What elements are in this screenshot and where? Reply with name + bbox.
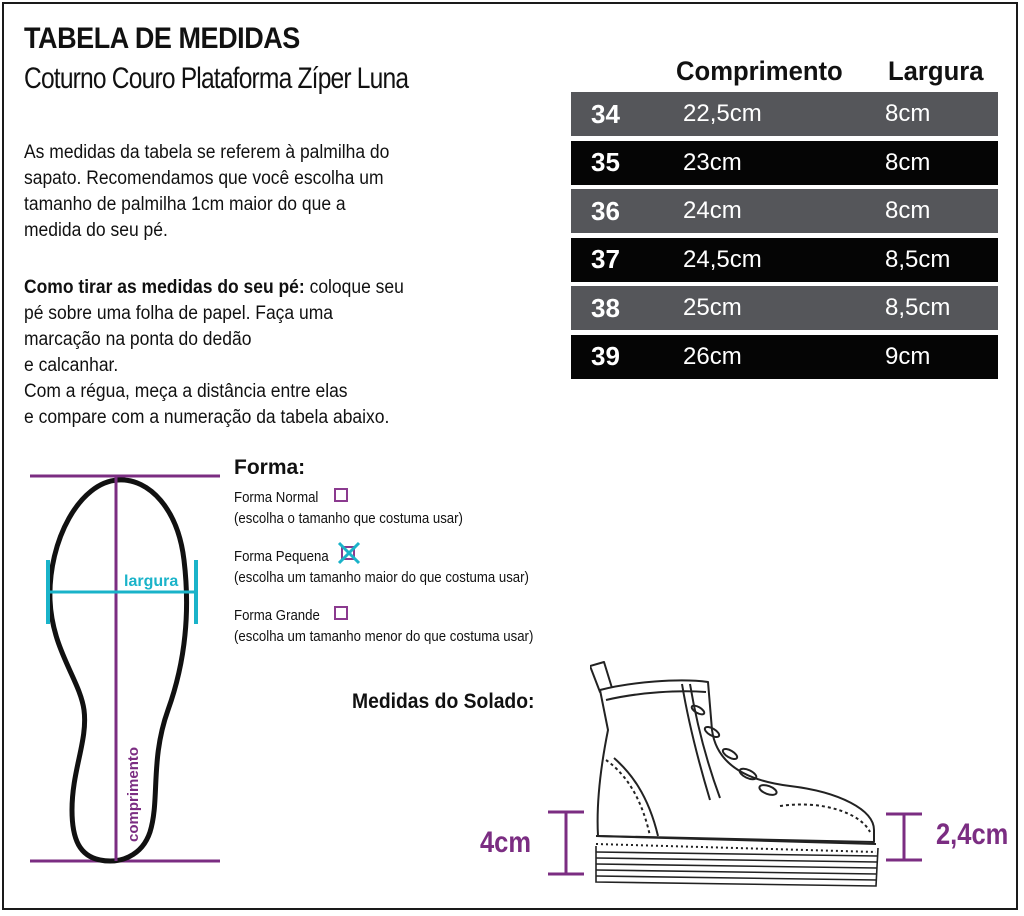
forma-option-label: Forma Grande (234, 607, 320, 624)
width-cell: 8cm (885, 148, 931, 176)
length-cell: 25cm (683, 294, 742, 321)
size-cell: 38 (591, 292, 620, 323)
howto-heading: Como tirar as medidas do seu pé: (24, 277, 305, 298)
forma-grande-checkbox[interactable] (334, 606, 348, 620)
boot-illustration (590, 660, 880, 890)
size-table (571, 92, 998, 383)
length-column-header: Comprimento (676, 56, 843, 86)
check-x-icon (336, 540, 362, 566)
size-cell: 36 (591, 195, 620, 226)
intro-text (24, 140, 389, 244)
intro-line: sapato. Recomendamos que você escolha um (24, 168, 384, 189)
howto-line: marcação na ponta do dedão (24, 329, 252, 350)
length-label: comprimento (125, 746, 142, 842)
size-cell: 35 (591, 147, 620, 177)
howto-text (24, 275, 404, 431)
width-column-header: Largura (888, 56, 984, 86)
front-height-bracket (540, 808, 590, 878)
table-row (571, 286, 998, 330)
length-cell: 23cm (683, 148, 742, 176)
width-label: largura (124, 573, 179, 590)
howto-line (24, 275, 404, 301)
table-row (571, 238, 998, 282)
table-row (571, 189, 998, 233)
table-row (571, 141, 998, 185)
forma-option-note: (escolha um tamanho menor do que costuma usar) (234, 628, 534, 645)
howto-line: e compare com a numeração da tabela abaixo. (24, 407, 390, 428)
howto-line: Com a régua, meça a distância entre elas (24, 381, 348, 402)
length-cell: 22,5cm (683, 100, 762, 127)
forma-option-note: (escolha o tamanho que costuma usar) (234, 510, 463, 527)
length-cell: 26cm (683, 342, 742, 370)
howto-line: e calcanhar. (24, 355, 119, 376)
page-title: TABELA DE MEDIDAS (24, 22, 300, 55)
size-cell: 39 (591, 341, 620, 371)
insole-outline (50, 480, 187, 861)
forma-option-label: Forma Pequena (234, 548, 329, 565)
front-sole-height: 4cm (480, 826, 532, 859)
insole-diagram (0, 460, 240, 880)
forma-normal-checkbox[interactable] (334, 488, 348, 502)
width-cell: 8,5cm (885, 245, 951, 273)
table-row (571, 335, 998, 379)
width-cell: 8,5cm (885, 294, 951, 321)
size-cell: 34 (591, 98, 620, 129)
howto-line: pé sobre uma folha de papel. Faça uma (24, 303, 334, 324)
product-name: Coturno Couro Plataforma Zíper Luna (24, 62, 409, 95)
sole-title: Medidas do Solado: (352, 690, 535, 713)
intro-line: medida do seu pé. (24, 220, 168, 241)
forma-title: Forma: (234, 456, 306, 479)
length-cell: 24,5cm (683, 245, 762, 273)
intro-line: tamanho de palmilha 1cm maior do que a (24, 194, 346, 215)
forma-option-label: Forma Normal (234, 489, 319, 506)
width-cell: 8cm (885, 100, 931, 127)
table-row (571, 92, 998, 136)
back-sole-height: 2,4cm (936, 818, 1009, 851)
length-cell: 24cm (683, 197, 742, 224)
back-height-bracket (880, 810, 930, 864)
howto-first-rest: coloque seu (304, 277, 404, 298)
forma-option-note: (escolha um tamanho maior do que costuma usar) (234, 569, 529, 586)
intro-line: As medidas da tabela se referem à palmilha do (24, 142, 390, 163)
width-cell: 8cm (885, 197, 931, 224)
size-cell: 37 (591, 244, 620, 274)
width-cell: 9cm (885, 342, 931, 370)
